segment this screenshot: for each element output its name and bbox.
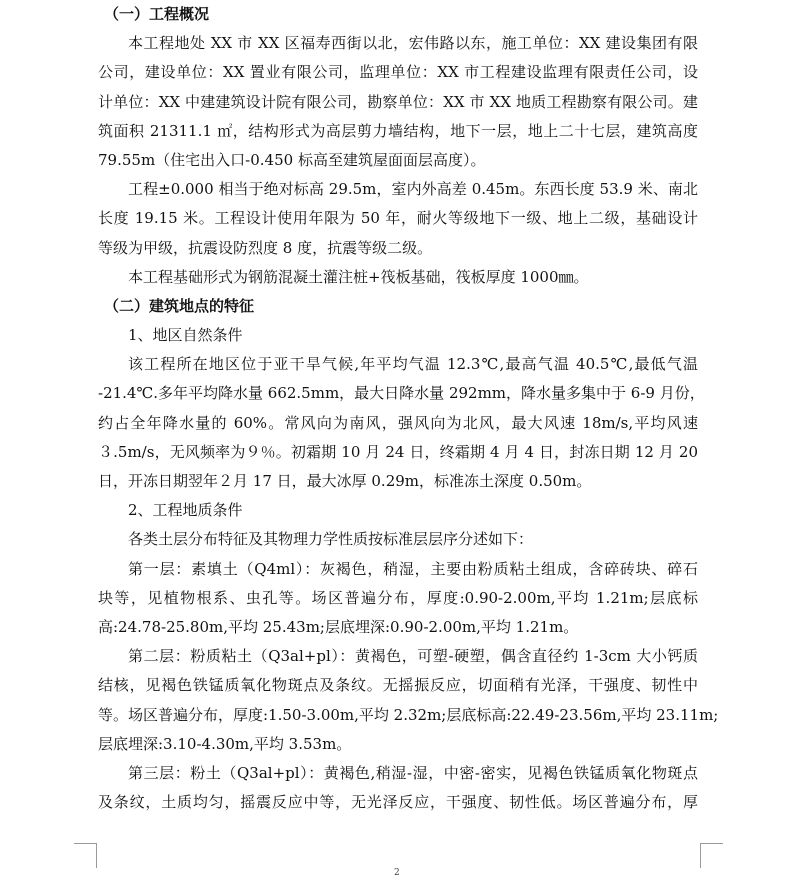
paragraph-line: 第二层：粉质粘土（Q3al+pl）：黄褐色，可塑-硬塑，偶含直径约 1-3cm 大小钙质 [128, 647, 698, 666]
page-number: 2 [394, 868, 400, 878]
paragraph-line: 结核，见褐色铁锰质氧化物斑点及条纹。无摇振反应，切面稍有光泽，干强度、韧性中 [98, 676, 698, 695]
paragraph-line: 及条纹，土质均匀，摇震反应中等，无光泽反应，干强度、韧性低。场区普遍分布，厚 [98, 793, 698, 812]
crop-mark-left [74, 843, 97, 868]
paragraph-line: 79.55m（住宅出入口-0.450 标高至建筑屋面面层高度）。 [98, 150, 486, 169]
paragraph-line: 长度 19.15 米。工程设计使用年限为 50 年，耐火等级地下一级、地上二级，基础设计 [98, 209, 698, 228]
paragraph-line: 公司，建设单位：XX 置业有限公司，监理单位：XX 市工程建设监理有限责任公司，设 [98, 63, 698, 82]
paragraph-line: 等级为甲级，抗震设防烈度 8 度，抗震等级二级。 [98, 238, 433, 257]
paragraph-line: 2、工程地质条件 [128, 501, 243, 520]
paragraph-line: 约占全年降水量的 60%。常风向为南风，强风向为北风，最大风速 18m/s,平均风速 [98, 413, 698, 432]
section-heading: （二）建筑地点的特征 [104, 296, 255, 315]
paragraph-line: -21.4℃.多年平均降水量 662.5mm，最大日降水量 292mm，降水量多集中于 6-9 月份， [98, 384, 705, 403]
paragraph-line: 该工程所在地区位于亚干旱气候,年平均气温 12.3℃,最高气温 40.5℃,最低气温 [128, 355, 698, 374]
paragraph-line: 层底埋深:3.10-4.30m,平均 3.53m。 [98, 734, 352, 753]
paragraph-line: 本工程基础形式为钢筋混凝土灌注桩+筏板基础，筏板厚度 1000㎜。 [128, 267, 589, 286]
paragraph-line: 1、地区自然条件 [128, 326, 243, 345]
paragraph-line: 本工程地处 XX 市 XX 区福寿西街以北，宏伟路以东，施工单位：XX 建设集团有限 [128, 34, 698, 53]
document-body [98, 0, 719, 817]
paragraph-line: 日，开冻日期翌年２月 17 日，最大冰厚 0.29m，标准冻土深度 0.50m。 [98, 472, 592, 490]
paragraph-line: 筑面积 21311.1 ㎡，结构形式为高层剪力墙结构，地下一层，地上二十七层，建筑高度 [98, 121, 698, 140]
paragraph-line: 高:24.78-25.80m,平均 25.43m;层底埋深:0.90-2.00m,平均 1.21m。 [98, 617, 579, 636]
paragraph-line: 第三层：粉土（Q3al+pl）：黄褐色,稍湿-湿，中密-密实，见褐色铁锰质氧化物斑点 [128, 763, 698, 782]
paragraph-line: ３.5m/s，无风频率为９％。初霜期 10 月 24 日，终霜期 4 月 4 日，封冻日期 12 月 20 [98, 442, 698, 461]
paragraph-line: 工程±0.000 相当于绝对标高 29.5m，室内外高差 0.45m。东西长度 53.9 米、南北 [128, 180, 698, 199]
section-heading: （一）工程概况 [104, 5, 210, 23]
crop-mark-right [700, 843, 723, 868]
paragraph-line: 第一层：素填土（Q4ml）：灰褐色，稍湿，主要由粉质粘土组成，含碎砖块、碎石 [128, 559, 698, 578]
paragraph-line: 等。场区普遍分布，厚度:1.50-3.00m,平均 2.32m;层底标高:22.49-23.56m,平均 23.11m; [98, 705, 719, 724]
paragraph-line: 各类土层分布特征及其物理力学性质按标准层层序分述如下： [128, 530, 534, 549]
paragraph-line: 计单位：XX 中建建筑设计院有限公司，勘察单位：XX 市 XX 地质工程勘察有限公司。建 [98, 92, 698, 111]
paragraph-line: 块等，见植物根系、虫孔等。场区普遍分布，厚度:0.90-2.00m,平均 1.21m;层底标 [98, 588, 698, 607]
